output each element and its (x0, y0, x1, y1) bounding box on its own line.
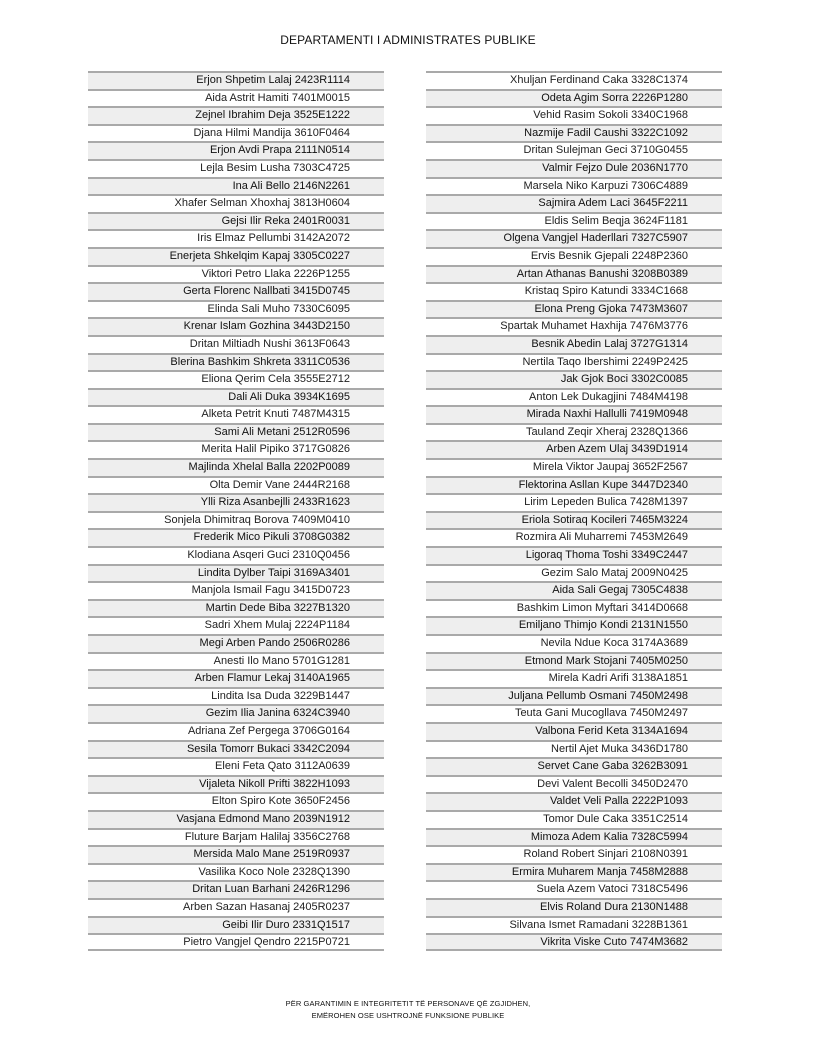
list-item: Martin Dede Biba 3227B1320 (88, 599, 384, 617)
list-item: Eldis Selim Beqja 3624F1181 (426, 212, 722, 230)
list-item: Roland Robert Sinjari 2108N0391 (426, 845, 722, 863)
list-item: Elinda Sali Muho 7330C6095 (88, 300, 384, 318)
list-item: Klodiana Asqeri Guci 2310Q0456 (88, 546, 384, 564)
list-item: Viktori Petro Llaka 2226P1255 (88, 265, 384, 283)
list-item: Devi Valent Becolli 3450D2470 (426, 775, 722, 793)
list-item: Erjon Avdi Prapa 2111N0514 (88, 141, 384, 159)
list-item: Nazmije Fadil Caushi 3322C1092 (426, 124, 722, 142)
list-item: Megi Arben Pando 2506R0286 (88, 634, 384, 652)
list-item: Pietro Vangjel Qendro 2215P0721 (88, 933, 384, 951)
list-item: Iris Elmaz Pellumbi 3142A2072 (88, 229, 384, 247)
list-item: Vehid Rasim Sokoli 3340C1968 (426, 106, 722, 124)
list-item: Servet Cane Gaba 3262B3091 (426, 757, 722, 775)
list-item: Arben Sazan Hasanaj 2405R0237 (88, 898, 384, 916)
right-name-column (426, 71, 722, 951)
list-item: Lejla Besim Lusha 7303C4725 (88, 159, 384, 177)
list-item: Gerta Florenc Nallbati 3415D0745 (88, 282, 384, 300)
list-item: Rozmira Ali Muharremi 7453M2649 (426, 528, 722, 546)
list-item: Adriana Zef Pergega 3706G0164 (88, 722, 384, 740)
list-item: Nevila Ndue Koca 3174A3689 (426, 634, 722, 652)
list-item: Nertila Taqo Ibershimi 2249P2425 (426, 353, 722, 371)
list-item: Valdet Veli Palla 2222P1093 (426, 792, 722, 810)
list-item: Zejnel Ibrahim Deja 3525E1222 (88, 106, 384, 124)
list-item: Besnik Abedin Lalaj 3727G1314 (426, 335, 722, 353)
list-item: Flektorina Asllan Kupe 3447D2340 (426, 476, 722, 494)
list-item: Jak Gjok Boci 3302C0085 (426, 370, 722, 388)
list-item: Spartak Muhamet Haxhija 7476M3776 (426, 317, 722, 335)
list-item: Dritan Luan Barhani 2426R1296 (88, 880, 384, 898)
list-item: Mirela Kadri Arifi 3138A1851 (426, 669, 722, 687)
list-item: Sadri Xhem Mulaj 2224P1184 (88, 616, 384, 634)
list-item: Vasilika Koco Nole 2328Q1390 (88, 863, 384, 881)
list-item: Arben Azem Ulaj 3439D1914 (426, 440, 722, 458)
list-item: Mirada Naxhi Hallulli 7419M0948 (426, 405, 722, 423)
list-item: Mirela Viktor Jaupaj 3652F2567 (426, 458, 722, 476)
list-item: Sami Ali Metani 2512R0596 (88, 423, 384, 441)
list-item: Alketa Petrit Knuti 7487M4315 (88, 405, 384, 423)
list-item: Xhafer Selman Xhoxhaj 3813H0604 (88, 194, 384, 212)
list-item: Tomor Dule Caka 3351C2514 (426, 810, 722, 828)
list-item: Dritan Miltiadh Nushi 3613F0643 (88, 335, 384, 353)
document-footer (0, 998, 816, 1022)
footer-line-2: EMËROHEN OSE USHTROJNË FUNKSIONE PUBLIKE (311, 1011, 505, 1020)
list-item: Suela Azem Vatoci 7318C5496 (426, 880, 722, 898)
list-item: Mersida Malo Mane 2519R0937 (88, 845, 384, 863)
list-item: Aida Sali Gegaj 7305C4838 (426, 581, 722, 599)
list-item: Krenar Islam Gozhina 3443D2150 (88, 317, 384, 335)
list-item: Valbona Ferid Keta 3134A1694 (426, 722, 722, 740)
list-item: Anesti Ilo Mano 5701G1281 (88, 652, 384, 670)
list-item: Lirim Lepeden Bulica 7428M1397 (426, 493, 722, 511)
list-item: Nertil Ajet Muka 3436D1780 (426, 740, 722, 758)
list-item: Kristaq Spiro Katundi 3334C1668 (426, 282, 722, 300)
list-item: Emiljano Thimjo Kondi 2131N1550 (426, 616, 722, 634)
list-item: Ylli Riza Asanbejlli 2433R1623 (88, 493, 384, 511)
list-item: Lindita Dylber Taipi 3169A3401 (88, 564, 384, 582)
footer-line-1: PËR GARANTIMIN E INTEGRITETIT TË PERSONAVE QË ZGJIDHEN, (285, 999, 531, 1008)
list-item: Dali Ali Duka 3934K1695 (88, 388, 384, 406)
list-item: Tauland Zeqir Xheraj 2328Q1366 (426, 423, 722, 441)
list-item: Eliona Qerim Cela 3555E2712 (88, 370, 384, 388)
list-item: Silvana Ismet Ramadani 3228B1361 (426, 916, 722, 934)
list-item: Arben Flamur Lekaj 3140A1965 (88, 669, 384, 687)
list-item: Etmond Mark Stojani 7405M0250 (426, 652, 722, 670)
list-item: Olgena Vangjel Haderllari 7327C5907 (426, 229, 722, 247)
list-item: Vijaleta Nikoll Prifti 3822H1093 (88, 775, 384, 793)
list-item: Bashkim Limon Myftari 3414D0668 (426, 599, 722, 617)
list-item: Djana Hilmi Mandija 3610F0464 (88, 124, 384, 142)
list-item: Teuta Gani Mucogllava 7450M2497 (426, 704, 722, 722)
list-item: Ligoraq Thoma Toshi 3349C2447 (426, 546, 722, 564)
list-item: Vasjana Edmond Mano 2039N1912 (88, 810, 384, 828)
list-item: Ervis Besnik Gjepali 2248P2360 (426, 247, 722, 265)
list-item: Artan Athanas Banushi 3208B0389 (426, 265, 722, 283)
list-item: Ermira Muharem Manja 7458M2888 (426, 863, 722, 881)
list-item: Vikrita Viske Cuto 7474M3682 (426, 933, 722, 951)
list-item: Olta Demir Vane 2444R2168 (88, 476, 384, 494)
list-item: Juljana Pellumb Osmani 7450M2498 (426, 687, 722, 705)
list-item: Eleni Feta Qato 3112A0639 (88, 757, 384, 775)
list-item: Anton Lek Dukagjini 7484M4198 (426, 388, 722, 406)
list-item: Fluture Barjam Halilaj 3356C2768 (88, 828, 384, 846)
list-item: Elvis Roland Dura 2130N1488 (426, 898, 722, 916)
list-item: Ina Ali Bello 2146N2261 (88, 177, 384, 195)
list-item: Enerjeta Shkelqim Kapaj 3305C0227 (88, 247, 384, 265)
list-item: Mimoza Adem Kalia 7328C5994 (426, 828, 722, 846)
list-item: Gezim Ilia Janina 6324C3940 (88, 704, 384, 722)
list-item: Merita Halil Pipiko 3717G0826 (88, 440, 384, 458)
list-item: Blerina Bashkim Shkreta 3311C0536 (88, 353, 384, 371)
list-item: Marsela Niko Karpuzi 7306C4889 (426, 177, 722, 195)
list-item: Eriola Sotiraq Kocileri 7465M3224 (426, 511, 722, 529)
list-item: Sesila Tomorr Bukaci 3342C2094 (88, 740, 384, 758)
list-item: Elton Spiro Kote 3650F2456 (88, 792, 384, 810)
list-item: Erjon Shpetim Lalaj 2423R1114 (88, 71, 384, 89)
list-item: Elona Preng Gjoka 7473M3607 (426, 300, 722, 318)
document-title: DEPARTAMENTI I ADMINISTRATES PUBLIKE (280, 33, 536, 47)
list-item: Frederik Mico Pikuli 3708G0382 (88, 528, 384, 546)
list-item: Gezim Salo Mataj 2009N0425 (426, 564, 722, 582)
list-item: Geibi Ilir Duro 2331Q1517 (88, 916, 384, 934)
list-item: Dritan Sulejman Geci 3710G0455 (426, 141, 722, 159)
left-name-column (88, 71, 384, 951)
list-item: Valmir Fejzo Dule 2036N1770 (426, 159, 722, 177)
list-item: Odeta Agim Sorra 2226P1280 (426, 89, 722, 107)
list-item: Xhuljan Ferdinand Caka 3328C1374 (426, 71, 722, 89)
list-item: Manjola Ismail Fagu 3415D0723 (88, 581, 384, 599)
list-item: Aida Astrit Hamiti 7401M0015 (88, 89, 384, 107)
list-item: Lindita Isa Duda 3229B1447 (88, 687, 384, 705)
list-item: Majlinda Xhelal Balla 2202P0089 (88, 458, 384, 476)
list-item: Gejsi Ilir Reka 2401R0031 (88, 212, 384, 230)
list-item: Sonjela Dhimitraq Borova 7409M0410 (88, 511, 384, 529)
list-item: Sajmira Adem Laci 3645F2211 (426, 194, 722, 212)
